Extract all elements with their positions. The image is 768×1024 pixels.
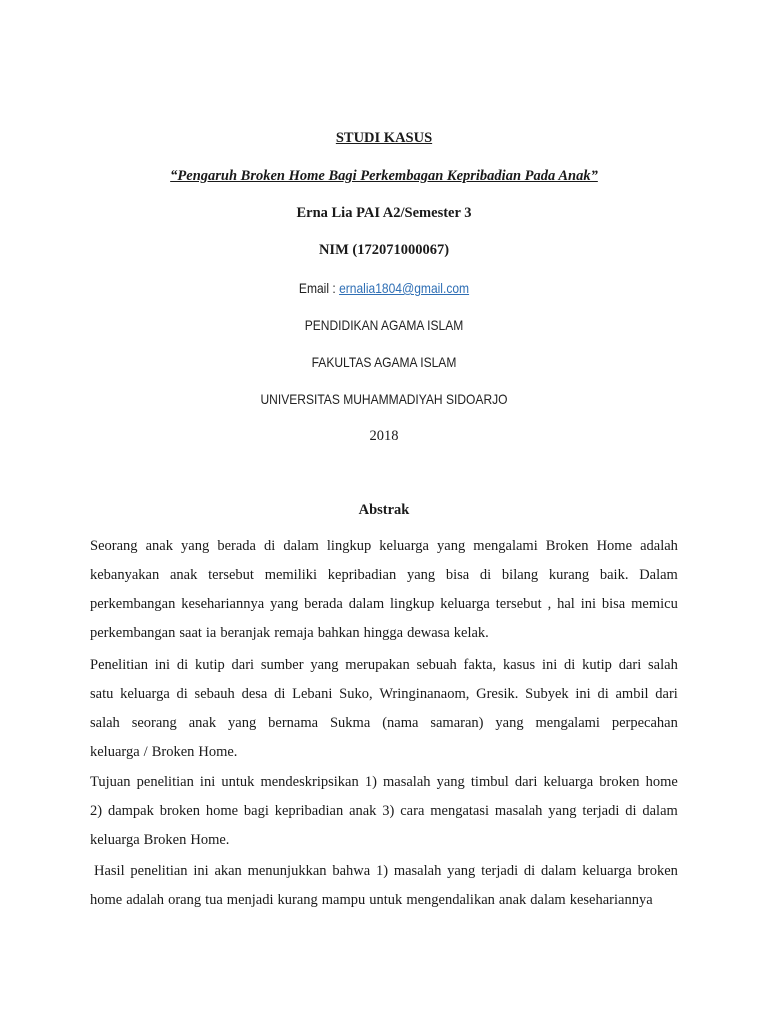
paragraph-word: terjadi bbox=[481, 863, 519, 879]
paragraph-word: yang bbox=[270, 596, 299, 612]
paragraph-word: Home. bbox=[190, 832, 230, 848]
abstract-heading-line bbox=[0, 500, 768, 520]
paragraph-word: kurang bbox=[548, 567, 590, 583]
paragraph-word: home bbox=[205, 803, 239, 819]
paragraph-line bbox=[90, 742, 678, 771]
paragraph-line bbox=[90, 684, 678, 713]
paragraph-word: yang bbox=[406, 567, 436, 583]
paragraph-word: masalah bbox=[494, 803, 543, 819]
email-link[interactable]: ernalia1804@gmail.com bbox=[339, 280, 470, 296]
paragraph-word: di bbox=[274, 686, 286, 702]
author-line bbox=[0, 203, 768, 223]
paragraph-word: ini bbox=[575, 686, 591, 702]
paragraph-word: fakta, bbox=[463, 657, 497, 673]
paragraph-word: untuk bbox=[221, 774, 255, 790]
paragraph-word: akan bbox=[214, 863, 242, 879]
paragraph-word: satu bbox=[90, 686, 114, 702]
abstract-paragraph-3 bbox=[90, 772, 678, 859]
paragraph-word: yang bbox=[437, 538, 466, 554]
paragraph-word: home bbox=[645, 774, 678, 790]
paragraph-word: di bbox=[176, 686, 188, 702]
paragraph-word: 3) bbox=[382, 803, 395, 819]
paragraph-word: dalam bbox=[283, 538, 319, 554]
paragraph-word: kesehariannya bbox=[569, 892, 653, 908]
paragraph-word: adalah bbox=[640, 538, 678, 554]
paragraph-word: mampu bbox=[321, 892, 366, 908]
paragraph-word: terjadi bbox=[582, 803, 620, 819]
paragraph-word: broken bbox=[637, 863, 678, 879]
paragraph-word: dampak bbox=[107, 803, 154, 819]
paragraph-line bbox=[90, 861, 678, 890]
paragraph-word: 1) bbox=[364, 774, 377, 790]
paragraph-word: keluarga bbox=[90, 832, 140, 848]
paragraph-word: ini bbox=[199, 774, 216, 790]
paragraph-line bbox=[90, 536, 678, 565]
paragraph-word: ia bbox=[205, 625, 217, 641]
student-id: NIM (172071000067) bbox=[318, 242, 450, 258]
title-line bbox=[0, 128, 768, 148]
paragraph-word: seorang bbox=[131, 715, 177, 731]
paragraph-word: Broken bbox=[151, 744, 195, 760]
paragraph-word: kelak. bbox=[453, 625, 489, 641]
faculty-name: FAKULTAS AGAMA ISLAM bbox=[311, 354, 457, 370]
paragraph-line bbox=[90, 772, 678, 801]
paragraph-word: yang bbox=[181, 538, 210, 554]
paragraph-word: merupakan bbox=[345, 657, 410, 673]
paragraph-word: di bbox=[564, 657, 576, 673]
paragraph-word: mendeskripsikan bbox=[260, 774, 359, 790]
paragraph-word: sebuah bbox=[416, 657, 457, 673]
email-line bbox=[54, 278, 714, 298]
paragraph-word: baik. bbox=[599, 567, 629, 583]
paragraph-word: tersebut bbox=[495, 596, 542, 612]
paragraph-word: bahkan bbox=[317, 625, 360, 641]
subtitle-line bbox=[0, 166, 768, 186]
paragraph-word: ambil bbox=[615, 686, 649, 702]
paragraph-word: dalam bbox=[348, 596, 385, 612]
paragraph-word: dalam bbox=[642, 803, 678, 819]
paragraph-word: di bbox=[597, 686, 609, 702]
abstract-paragraph-1 bbox=[90, 536, 678, 652]
university-line bbox=[54, 389, 714, 409]
paragraph-word: yang bbox=[495, 715, 524, 731]
paragraph-word: samaran) bbox=[430, 715, 484, 731]
paragraph-word: bilang bbox=[501, 567, 539, 583]
paragraph-word: ini bbox=[193, 863, 209, 879]
paragraph-word: anak bbox=[498, 892, 527, 908]
paragraph-word: yang bbox=[548, 803, 577, 819]
paragraph-word: Gresik. bbox=[476, 686, 519, 702]
paragraph-word: yang bbox=[228, 715, 257, 731]
paragraph-word: mengalami bbox=[535, 715, 600, 731]
paragraph-word: Lebani bbox=[292, 686, 333, 702]
nim-line bbox=[0, 240, 768, 260]
paragraph-word: Hasil bbox=[94, 863, 125, 879]
paragraph-line bbox=[90, 713, 678, 742]
paragraph-word: sumber bbox=[260, 657, 304, 673]
paragraph-line bbox=[90, 655, 678, 684]
paragraph-word: mengatasi bbox=[430, 803, 490, 819]
paragraph-word: hal bbox=[557, 596, 575, 612]
paragraph-word: broken bbox=[599, 774, 640, 790]
paragraph-word: dari bbox=[514, 774, 538, 790]
paragraph-word: kutip bbox=[582, 657, 612, 673]
paragraph-word: bahwa bbox=[332, 863, 371, 879]
paragraph-word: sebauh bbox=[194, 686, 235, 702]
paragraph-word: Wringinanaom, bbox=[379, 686, 470, 702]
paragraph-word: keluarga bbox=[440, 596, 490, 612]
paragraph-word: dari bbox=[655, 686, 678, 702]
university-name: UNIVERSITAS MUHAMMADIYAH SIDOARJO bbox=[260, 391, 508, 407]
study-program: PENDIDIKAN AGAMA ISLAM bbox=[304, 317, 464, 333]
paragraph-word: Home. bbox=[198, 744, 238, 760]
paragraph-word: perpecahan bbox=[611, 715, 678, 731]
document-subtitle: “Pengaruh Broken Home Bagi Perkembagan Kepribadian Pada Anak” bbox=[170, 168, 598, 184]
paragraph-word: adalah bbox=[126, 892, 165, 908]
document-year: 2018 bbox=[369, 428, 399, 444]
paragraph-word: penelitian bbox=[136, 774, 194, 790]
paragraph-word: anak bbox=[169, 567, 198, 583]
paragraph-word: ini bbox=[154, 657, 171, 673]
paragraph-line bbox=[90, 830, 678, 859]
paragraph-word: perkembangan bbox=[90, 596, 176, 612]
paragraph-word: mengalami bbox=[473, 538, 538, 554]
paragraph-word: di bbox=[176, 657, 189, 673]
paragraph-word: 1) bbox=[375, 863, 389, 879]
paragraph-word: anak bbox=[145, 538, 173, 554]
email-label: Email : bbox=[298, 280, 340, 296]
paragraph-word: Subyek bbox=[525, 686, 569, 702]
paragraph-word: berada bbox=[217, 538, 256, 554]
paragraph-word: di bbox=[264, 538, 276, 554]
paragraph-word: bisa bbox=[601, 596, 626, 612]
paragraph-word: saat bbox=[179, 625, 202, 641]
paragraph-word: di bbox=[523, 863, 536, 879]
paragraph-word: keluarga bbox=[543, 774, 594, 790]
paragraph-word: dewasa bbox=[407, 625, 450, 641]
paragraph-word: 2) bbox=[90, 803, 103, 819]
paragraph-word: keluarga bbox=[90, 744, 140, 760]
paragraph-word: anak bbox=[188, 715, 217, 731]
paragraph-word: kurang bbox=[277, 892, 318, 908]
paragraph-word: keluarga bbox=[120, 686, 170, 702]
paragraph-word: Sukma bbox=[329, 715, 371, 731]
paragraph-word: menjadi bbox=[226, 892, 274, 908]
paragraph-word: beranjak bbox=[220, 625, 271, 641]
paragraph-word: keluarga bbox=[582, 863, 632, 879]
paragraph-word: ini bbox=[580, 596, 596, 612]
paragraph-word: Broken bbox=[143, 832, 187, 848]
paragraph-word: desa bbox=[241, 686, 268, 702]
paragraph-word: kesehariannya bbox=[181, 596, 265, 612]
paragraph-word: yang bbox=[436, 774, 465, 790]
paragraph-word: hingga bbox=[363, 625, 404, 641]
paragraph-word: remaja bbox=[274, 625, 314, 641]
paragraph-word: masalah bbox=[393, 863, 442, 879]
paragraph-word: cara bbox=[400, 803, 425, 819]
paragraph-line bbox=[90, 890, 678, 919]
paragraph-word: ini bbox=[541, 657, 558, 673]
paragraph-word: yang bbox=[310, 657, 339, 673]
paragraph-word: keluarga bbox=[379, 538, 429, 554]
paragraph-line bbox=[90, 801, 678, 830]
paragraph-word: perkembangan bbox=[90, 625, 176, 641]
program-line bbox=[54, 315, 714, 335]
paragraph-word: Suko, bbox=[339, 686, 373, 702]
paragraph-word: di bbox=[625, 803, 637, 819]
paragraph-word: memicu bbox=[631, 596, 678, 612]
paragraph-word: dari bbox=[231, 657, 255, 673]
paragraph-word: dalam bbox=[540, 863, 577, 879]
abstract-heading: Abstrak bbox=[358, 502, 410, 518]
paragraph-word: yang bbox=[447, 863, 476, 879]
document-title: STUDI KASUS bbox=[335, 130, 433, 146]
paragraph-word: lingkup bbox=[390, 596, 435, 612]
paragraph-word: tua bbox=[205, 892, 223, 908]
paragraph-word: menunjukkan bbox=[247, 863, 327, 879]
paragraph-word: broken bbox=[159, 803, 200, 819]
paragraph-word: timbul bbox=[470, 774, 509, 790]
paragraph-word: berada bbox=[304, 596, 343, 612]
paragraph-word: bagi bbox=[243, 803, 269, 819]
paragraph-word: kutip bbox=[194, 657, 225, 673]
paragraph-word: salah bbox=[648, 657, 678, 673]
paragraph-word: Dalam bbox=[639, 567, 678, 583]
faculty-line bbox=[54, 352, 714, 372]
abstract-paragraph-2 bbox=[90, 655, 678, 771]
paragraph-word: (nama bbox=[382, 715, 419, 731]
author-name: Erna Lia PAI A2/Semester 3 bbox=[296, 205, 472, 221]
paragraph-word: dalam bbox=[530, 892, 566, 908]
paragraph-word: kasus bbox=[502, 657, 536, 673]
paragraph-word: Tujuan bbox=[90, 774, 131, 790]
paragraph-word: anak bbox=[349, 803, 377, 819]
paragraph-word: Broken bbox=[545, 538, 589, 554]
paragraph-word: memiliki bbox=[264, 567, 318, 583]
paragraph-word: kepribadian bbox=[327, 567, 397, 583]
paragraph-word: Penelitian bbox=[90, 657, 148, 673]
paragraph-line bbox=[90, 623, 678, 652]
paragraph-word: salah bbox=[90, 715, 120, 731]
paragraph-word: bisa bbox=[445, 567, 470, 583]
paragraph-word: Home bbox=[596, 538, 632, 554]
paragraph-word: kebanyakan bbox=[90, 567, 160, 583]
paragraph-word: lingkup bbox=[326, 538, 372, 554]
paragraph-word: orang bbox=[168, 892, 202, 908]
paragraph-word: tersebut bbox=[208, 567, 254, 583]
paragraph-word: untuk bbox=[369, 892, 403, 908]
abstract-paragraph-4 bbox=[90, 861, 678, 919]
paragraph-word: penelitian bbox=[130, 863, 188, 879]
paragraph-word: mengendalikan bbox=[406, 892, 495, 908]
paragraph-word: di bbox=[479, 567, 492, 583]
paragraph-word: Seorang bbox=[90, 538, 138, 554]
paragraph-word: masalah bbox=[383, 774, 431, 790]
paragraph-line bbox=[90, 594, 678, 623]
paragraph-word: kepribadian bbox=[274, 803, 344, 819]
paragraph-line bbox=[90, 565, 678, 594]
paragraph-word: bernama bbox=[268, 715, 319, 731]
paragraph-word: home bbox=[90, 892, 123, 908]
paragraph-word: , bbox=[547, 596, 552, 612]
paragraph-word: / bbox=[143, 744, 148, 760]
paragraph-word: dari bbox=[618, 657, 642, 673]
year-line bbox=[0, 426, 768, 446]
